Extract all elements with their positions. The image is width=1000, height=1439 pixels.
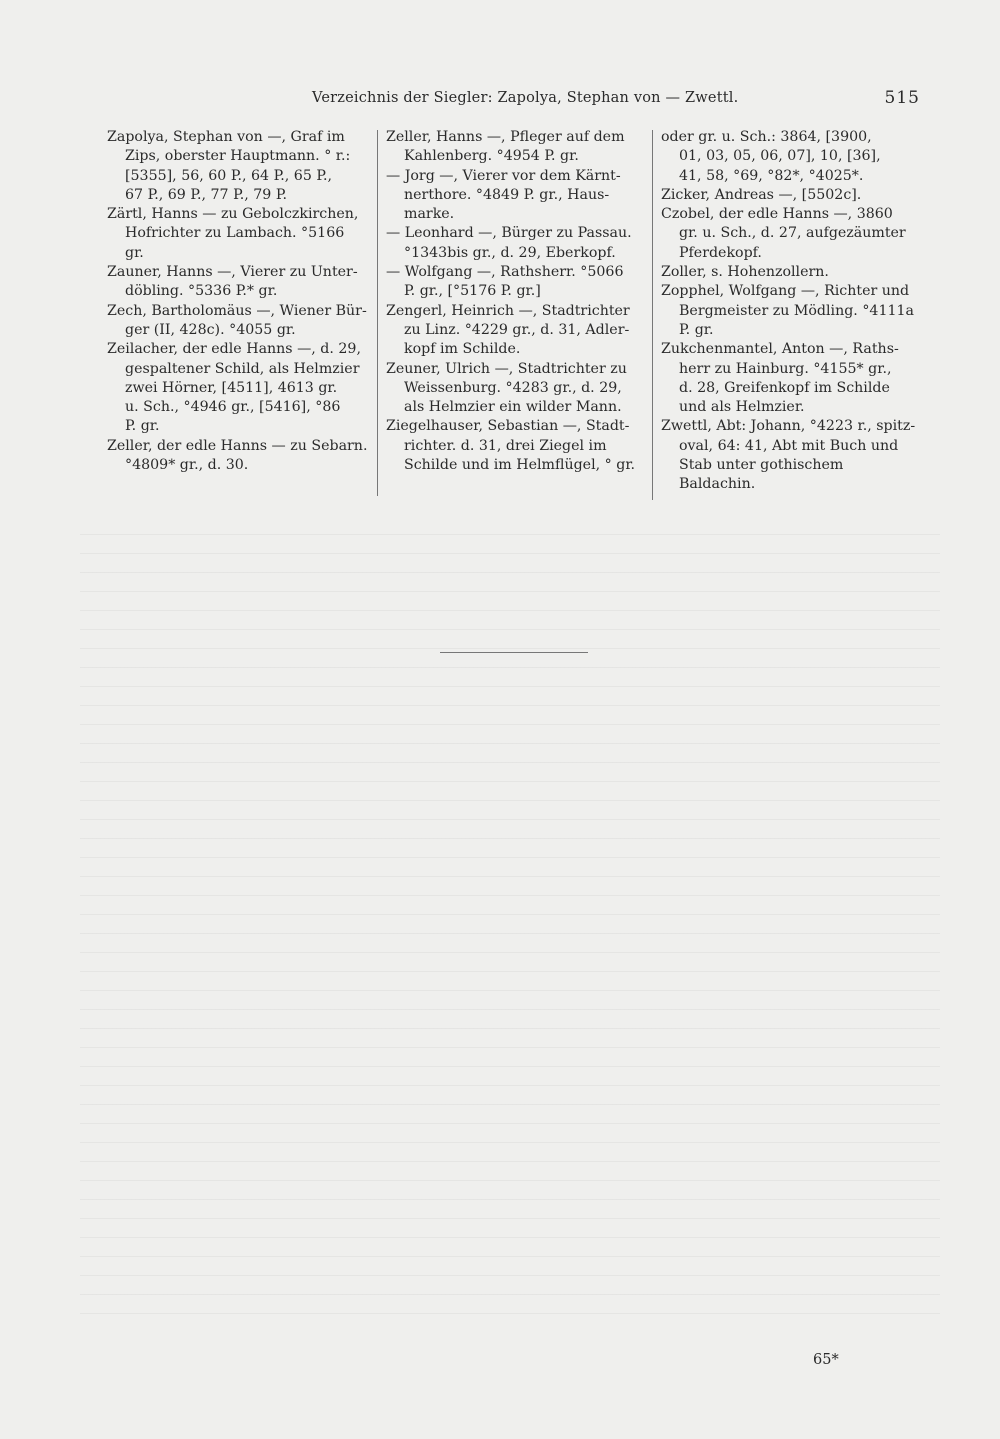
entry-line: Pferdekopf.	[679, 244, 762, 261]
signature-mark: 65*	[813, 1352, 839, 1368]
index-entry	[661, 417, 922, 494]
entry-line: P. gr., [°5176 P. gr.]	[404, 283, 541, 300]
entry-line: P. gr.	[125, 418, 160, 435]
entry-line: Zwettl, Abt: Johann, °4223 r., spitz-	[661, 418, 916, 435]
index-entry	[107, 437, 370, 476]
entry-line: P. gr.	[679, 321, 714, 338]
entry-line: 01, 03, 05, 06, 07], 10, [36],	[679, 148, 881, 165]
index-entry	[107, 340, 370, 436]
entry-line: Schilde und im Helmflügel, ° gr.	[404, 457, 636, 474]
entry-line: nerthore. °4849 P. gr., Haus-	[404, 186, 610, 203]
index-entry	[386, 263, 644, 302]
entry-line: Czobel, der edle Hanns —, 3860	[661, 206, 893, 223]
entry-line: u. Sch., °4946 gr., [5416], °86	[125, 399, 341, 416]
entry-line: herr zu Hainburg. °4155* gr.,	[679, 360, 892, 377]
column-divider-2	[652, 130, 653, 500]
entry-line: marke.	[404, 206, 455, 223]
entry-line: Zärtl, Hanns — zu Gebolczkirchen,	[107, 206, 359, 223]
entry-line: als Helmzier ein wilder Mann.	[404, 399, 622, 416]
entry-line: Kahlenberg. °4954 P. gr.	[404, 148, 579, 165]
entry-line: — Wolfgang —, Rathsherr. °5066	[386, 264, 624, 281]
index-entry	[107, 263, 370, 302]
entry-line: — Jorg —, Vierer vor dem Kärnt-	[386, 167, 621, 184]
bleed-through-text	[80, 520, 940, 1320]
entry-line: richter. d. 31, drei Ziegel im	[404, 437, 607, 454]
entry-line: Ziegelhauser, Sebastian —, Stadt-	[386, 418, 630, 435]
entry-line: Zoller, s. Hohenzollern.	[661, 264, 829, 281]
index-entry	[386, 128, 644, 167]
index-column-2	[386, 128, 644, 475]
entry-line: Weissenburg. °4283 gr., d. 29,	[404, 379, 622, 396]
index-entry	[661, 263, 922, 282]
entry-line: Zeller, Hanns —, Pfleger auf dem	[386, 129, 625, 145]
entry-line: Zeilacher, der edle Hanns —, d. 29,	[107, 341, 361, 358]
entry-line: Hofrichter zu Lambach. °5166	[125, 225, 345, 242]
entry-line: Zauner, Hanns —, Vierer zu Unter-	[107, 264, 358, 281]
entry-line: — Leonhard —, Bürger zu Passau.	[386, 225, 632, 242]
index-entry	[661, 186, 922, 205]
entry-line: Zips, oberster Hauptmann. ° r.:	[125, 148, 351, 165]
entry-line: ger (II, 428c). °4055 gr.	[125, 321, 296, 338]
index-entry	[107, 205, 370, 263]
entry-line: °1343bis gr., d. 29, Eberkopf.	[404, 244, 616, 261]
entry-line: gr.	[125, 244, 144, 261]
entry-line: Zech, Bartholomäus —, Wiener Bür-	[107, 302, 367, 319]
page-number: 515	[884, 88, 920, 108]
entry-line: [5355], 56, 60 P., 64 P., 65 P.,	[125, 167, 333, 184]
entry-line: 67 P., 69 P., 77 P., 79 P.	[125, 186, 288, 203]
index-entry	[386, 224, 644, 263]
entry-line: zu Linz. °4229 gr., d. 31, Adler-	[404, 321, 630, 338]
index-entry	[386, 417, 644, 475]
entry-line: °4809* gr., d. 30.	[125, 457, 249, 474]
index-entry	[107, 302, 370, 341]
entry-line: oder gr. u. Sch.: 3864, [3900,	[661, 129, 872, 145]
entry-line: Zapolya, Stephan von —, Graf im	[107, 129, 345, 145]
entry-line: Bergmeister zu Mödling. °4111a	[679, 302, 914, 319]
index-column-1	[107, 128, 370, 475]
entry-line: zwei Hörner, [4511], 4613 gr.	[125, 379, 338, 396]
entry-line: Zicker, Andreas —, [5502c].	[661, 186, 862, 203]
section-end-rule	[440, 652, 588, 653]
index-column-3	[661, 128, 922, 495]
index-entry	[107, 128, 370, 205]
index-entry	[386, 360, 644, 418]
entry-line: kopf im Schilde.	[404, 341, 521, 358]
index-entry	[386, 167, 644, 225]
entry-line: Zeuner, Ulrich —, Stadtrichter zu	[386, 360, 627, 377]
entry-line: und als Helmzier.	[679, 399, 805, 416]
running-title: Verzeichnis der Siegler: Zapolya, Stephan von — Zwettl.	[312, 90, 739, 106]
entry-line: döbling. °5336 P.* gr.	[125, 283, 278, 300]
index-entry	[661, 205, 922, 263]
entry-line: Zopphel, Wolfgang —, Richter und	[661, 283, 910, 300]
index-entry	[661, 282, 922, 340]
entry-line: gr. u. Sch., d. 27, aufgezäumter	[679, 225, 906, 242]
index-entry	[661, 340, 922, 417]
entry-line: Zukchenmantel, Anton —, Raths-	[661, 341, 899, 358]
index-entry	[386, 302, 644, 360]
entry-line: 41, 58, °69, °82*, °4025*.	[679, 167, 864, 184]
entry-line: Stab unter gothischem Baldachin.	[679, 457, 844, 493]
index-entry	[661, 128, 922, 186]
entry-line: oval, 64: 41, Abt mit Buch und	[679, 437, 899, 454]
column-divider-1	[377, 130, 378, 496]
entry-line: d. 28, Greifenkopf im Schilde	[679, 379, 890, 396]
entry-line: Zengerl, Heinrich —, Stadtrichter	[386, 302, 630, 319]
entry-line: Zeller, der edle Hanns — zu Sebarn.	[107, 437, 368, 454]
entry-line: gespaltener Schild, als Helmzier	[125, 360, 360, 377]
